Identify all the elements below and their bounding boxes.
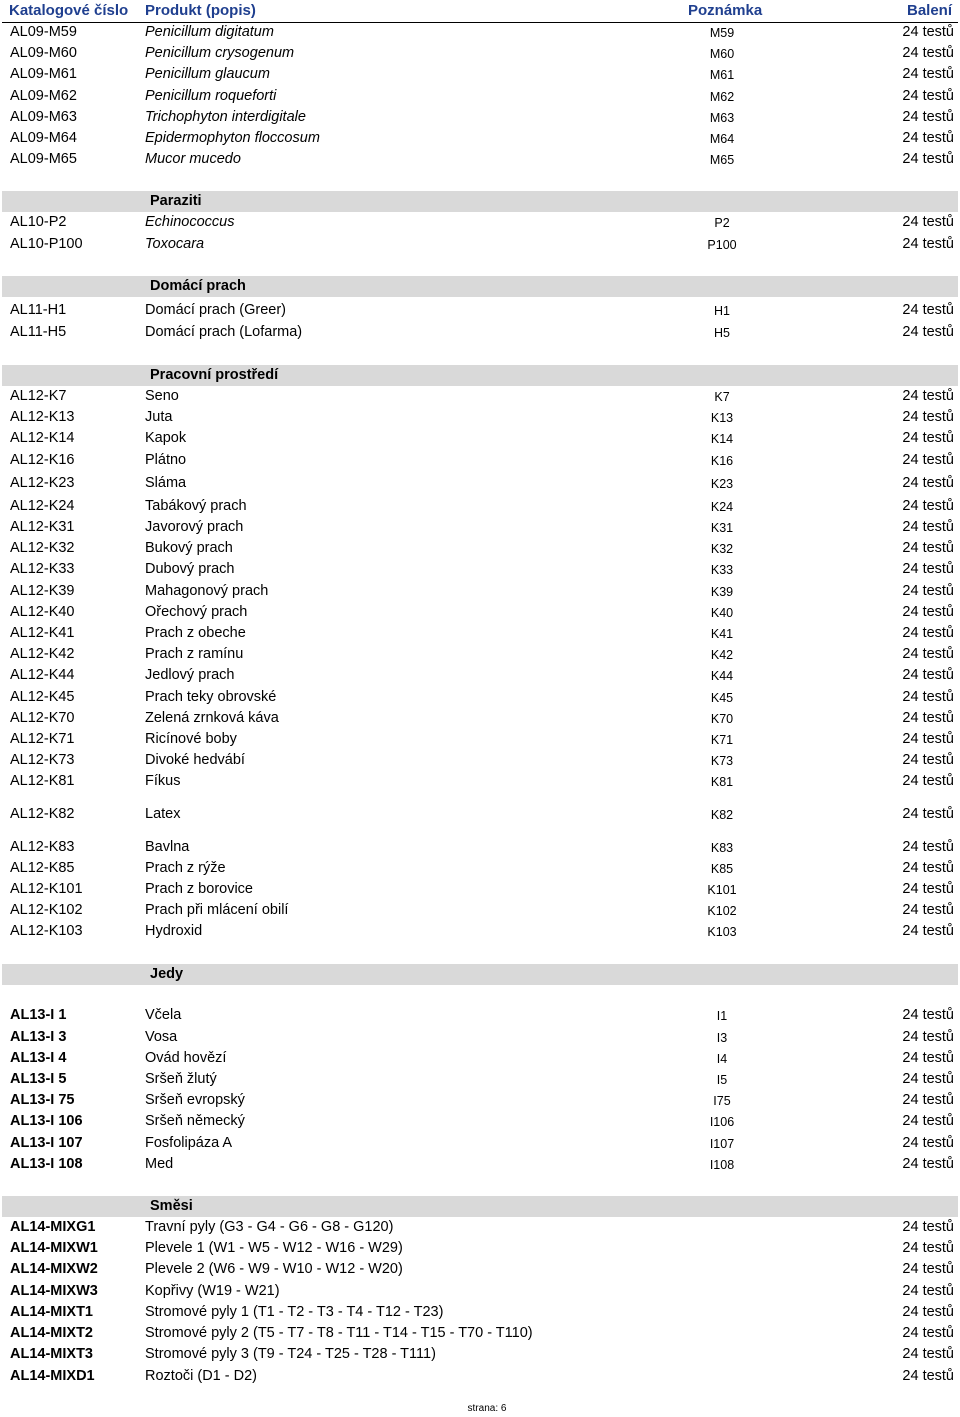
package-size: 24 testů bbox=[902, 1219, 954, 1235]
note-code: I5 bbox=[716, 1073, 728, 1087]
table-row bbox=[2, 1133, 958, 1154]
product-description: Mucor mucedo bbox=[145, 151, 241, 167]
table-row bbox=[2, 212, 958, 233]
table-row bbox=[2, 234, 958, 255]
table-row bbox=[2, 1344, 958, 1365]
catalog-number: AL12-K33 bbox=[10, 561, 75, 577]
package-size: 24 testů bbox=[902, 1135, 954, 1151]
section-title: Domácí prach bbox=[150, 278, 246, 294]
package-size: 24 testů bbox=[902, 475, 954, 491]
product-description: Stromové pyly 1 (T1 - T2 - T3 - T4 - T12 - T23) bbox=[145, 1304, 444, 1320]
package-size: 24 testů bbox=[902, 302, 954, 318]
note-code: K44 bbox=[710, 669, 734, 683]
note-code: I107 bbox=[709, 1137, 735, 1151]
package-size: 24 testů bbox=[902, 583, 954, 599]
product-description: Echinococcus bbox=[145, 214, 235, 230]
note-code: K83 bbox=[710, 841, 734, 855]
section-header bbox=[2, 276, 958, 297]
catalog-number: AL12-K14 bbox=[10, 430, 75, 446]
table-row bbox=[2, 22, 958, 43]
section-header bbox=[2, 964, 958, 985]
package-size: 24 testů bbox=[902, 604, 954, 620]
catalog-number: AL12-K45 bbox=[10, 689, 75, 705]
catalog-number: AL12-K42 bbox=[10, 646, 75, 662]
product-description: Sršeň německý bbox=[145, 1113, 245, 1129]
catalog-number: AL11-H1 bbox=[10, 302, 67, 318]
note-code: H5 bbox=[714, 326, 730, 340]
catalog-number: AL12-K16 bbox=[10, 452, 75, 468]
product-description: Plevele 1 (W1 - W5 - W12 - W16 - W29) bbox=[145, 1240, 403, 1256]
product-description: Penicillum crysogenum bbox=[145, 45, 295, 61]
table-row bbox=[2, 1323, 958, 1344]
table-row bbox=[2, 149, 958, 170]
package-size: 24 testů bbox=[902, 66, 954, 82]
catalog-number: AL09-M64 bbox=[10, 130, 77, 146]
product-description: Sršeň evropský bbox=[145, 1092, 245, 1108]
package-size: 24 testů bbox=[902, 561, 954, 577]
catalog-number: AL10-P100 bbox=[10, 236, 83, 252]
product-description: Trichophyton interdigitale bbox=[145, 109, 306, 125]
package-size: 24 testů bbox=[902, 430, 954, 446]
table-row bbox=[2, 1238, 958, 1259]
catalog-number: AL12-K23 bbox=[10, 475, 75, 491]
package-size: 24 testů bbox=[902, 902, 954, 918]
catalog-number: AL12-K7 bbox=[10, 388, 67, 404]
catalog-number: AL13-I 3 bbox=[10, 1029, 67, 1045]
note-code: M59 bbox=[709, 26, 735, 40]
table-row bbox=[2, 1217, 958, 1238]
table-row bbox=[2, 1027, 958, 1048]
product-description: Fíkus bbox=[145, 773, 181, 789]
table-row bbox=[2, 708, 958, 729]
product-description: Domácí prach (Lofarma) bbox=[145, 324, 303, 340]
table-row bbox=[2, 687, 958, 708]
table-row bbox=[2, 450, 958, 471]
note-code: K16 bbox=[710, 454, 734, 468]
package-size: 24 testů bbox=[902, 498, 954, 514]
package-size: 24 testů bbox=[902, 881, 954, 897]
package-size: 24 testů bbox=[902, 130, 954, 146]
product-description: Plátno bbox=[145, 452, 187, 468]
catalog-number: AL12-K39 bbox=[10, 583, 75, 599]
table-row bbox=[2, 879, 958, 900]
note-code: K82 bbox=[710, 808, 734, 822]
note-code: M62 bbox=[709, 90, 735, 104]
table-row bbox=[2, 1069, 958, 1090]
note-code: I75 bbox=[713, 1094, 731, 1108]
table-row bbox=[2, 1154, 958, 1175]
catalog-number: AL12-K101 bbox=[10, 881, 83, 897]
table-header bbox=[2, 0, 958, 23]
product-description: Hydroxid bbox=[145, 923, 203, 939]
table-row bbox=[2, 750, 958, 771]
package-size: 24 testů bbox=[902, 839, 954, 855]
product-description: Epidermophyton floccosum bbox=[145, 130, 320, 146]
package-size: 24 testů bbox=[902, 1283, 954, 1299]
product-description: Dubový prach bbox=[145, 561, 235, 577]
product-description: Prach z ramínu bbox=[145, 646, 244, 662]
section-header bbox=[2, 365, 958, 386]
note-code: M65 bbox=[709, 153, 735, 167]
package-size: 24 testů bbox=[902, 625, 954, 641]
table-row bbox=[2, 322, 958, 343]
note-code: K103 bbox=[707, 925, 737, 939]
catalog-number: AL13-I 107 bbox=[10, 1135, 83, 1151]
product-description: Jedlový prach bbox=[145, 667, 235, 683]
table-row bbox=[2, 107, 958, 128]
package-size: 24 testů bbox=[902, 1156, 954, 1172]
product-description: Včela bbox=[145, 1007, 182, 1023]
product-description: Penicillum digitatum bbox=[145, 24, 274, 40]
note-code: P100 bbox=[707, 238, 737, 252]
table-row bbox=[2, 128, 958, 149]
table-row bbox=[2, 1259, 958, 1280]
table-row bbox=[2, 496, 958, 517]
package-size: 24 testů bbox=[902, 214, 954, 230]
catalog-number: AL14-MIXT2 bbox=[10, 1325, 93, 1341]
note-code: H1 bbox=[714, 304, 730, 318]
product-description: Prach z borovice bbox=[145, 881, 253, 897]
package-size: 24 testů bbox=[902, 1261, 954, 1277]
table-row bbox=[2, 602, 958, 623]
package-size: 24 testů bbox=[902, 646, 954, 662]
note-code: K31 bbox=[710, 521, 734, 535]
product-description: Prach teky obrovské bbox=[145, 689, 277, 705]
header-catalog-number: Katalogové číslo bbox=[9, 2, 129, 19]
note-code: K41 bbox=[710, 627, 734, 641]
catalog-number: AL09-M62 bbox=[10, 88, 77, 104]
product-description: Divoké hedvábí bbox=[145, 752, 245, 768]
table-row bbox=[2, 407, 958, 428]
note-code: M64 bbox=[709, 132, 735, 146]
note-code: K7 bbox=[714, 390, 730, 404]
product-description: Penicillum glaucum bbox=[145, 66, 270, 82]
table-row bbox=[2, 665, 958, 686]
package-size: 24 testů bbox=[902, 1304, 954, 1320]
product-description: Javorový prach bbox=[145, 519, 244, 535]
catalog-number: AL12-K32 bbox=[10, 540, 75, 556]
catalog-number: AL12-K85 bbox=[10, 860, 75, 876]
product-description: Domácí prach (Greer) bbox=[145, 302, 287, 318]
product-description: Bukový prach bbox=[145, 540, 233, 556]
catalog-number: AL12-K102 bbox=[10, 902, 83, 918]
package-size: 24 testů bbox=[902, 923, 954, 939]
note-code: K73 bbox=[710, 754, 734, 768]
table-row bbox=[2, 428, 958, 449]
table-row bbox=[2, 837, 958, 858]
catalog-number: AL09-M63 bbox=[10, 109, 77, 125]
product-description: Fosfolipáza A bbox=[145, 1135, 233, 1151]
catalog-number: AL14-MIXT1 bbox=[10, 1304, 93, 1320]
catalog-number: AL12-K73 bbox=[10, 752, 75, 768]
product-description: Prach z obeche bbox=[145, 625, 246, 641]
package-size: 24 testů bbox=[902, 519, 954, 535]
product-description: Tabákový prach bbox=[145, 498, 247, 514]
table-row bbox=[2, 623, 958, 644]
note-code: K23 bbox=[710, 477, 734, 491]
package-size: 24 testů bbox=[902, 540, 954, 556]
package-size: 24 testů bbox=[902, 1325, 954, 1341]
catalog-number: AL12-K71 bbox=[10, 731, 75, 747]
product-description: Kopřivy (W19 - W21) bbox=[145, 1283, 280, 1299]
catalog-number: AL14-MIXG1 bbox=[10, 1219, 96, 1235]
product-description: Prach z rýže bbox=[145, 860, 226, 876]
table-row bbox=[2, 771, 958, 792]
catalog-number: AL12-K40 bbox=[10, 604, 75, 620]
product-description: Ořechový prach bbox=[145, 604, 248, 620]
product-description: Vosa bbox=[145, 1029, 178, 1045]
catalog-number: AL09-M60 bbox=[10, 45, 77, 61]
table-row bbox=[2, 86, 958, 107]
package-size: 24 testů bbox=[902, 388, 954, 404]
note-code: I4 bbox=[716, 1052, 728, 1066]
table-row bbox=[2, 858, 958, 879]
note-code: M60 bbox=[709, 47, 735, 61]
catalog-number: AL14-MIXW3 bbox=[10, 1283, 98, 1299]
note-code: I3 bbox=[716, 1031, 728, 1045]
product-description: Plevele 2 (W6 - W9 - W10 - W12 - W20) bbox=[145, 1261, 403, 1277]
catalog-number: AL14-MIXW2 bbox=[10, 1261, 98, 1277]
catalog-number: AL09-M65 bbox=[10, 151, 77, 167]
table-row bbox=[2, 1111, 958, 1132]
note-code: P2 bbox=[714, 216, 730, 230]
catalog-number: AL12-K81 bbox=[10, 773, 75, 789]
table-row bbox=[2, 517, 958, 538]
note-code: K101 bbox=[707, 883, 737, 897]
table-row bbox=[2, 1281, 958, 1302]
table-row bbox=[2, 559, 958, 580]
catalog-number: AL14-MIXD1 bbox=[10, 1368, 95, 1384]
note-code: K33 bbox=[710, 563, 734, 577]
catalog-number: AL13-I 4 bbox=[10, 1050, 67, 1066]
table-row bbox=[2, 900, 958, 921]
catalog-number: AL12-K83 bbox=[10, 839, 75, 855]
package-size: 24 testů bbox=[902, 1092, 954, 1108]
package-size: 24 testů bbox=[902, 1240, 954, 1256]
note-code: K85 bbox=[710, 862, 734, 876]
catalog-number: AL13-I 108 bbox=[10, 1156, 83, 1172]
catalog-number: AL12-K103 bbox=[10, 923, 83, 939]
page-number: strana: 6 bbox=[467, 1403, 507, 1414]
section-title: Paraziti bbox=[150, 193, 202, 209]
package-size: 24 testů bbox=[902, 860, 954, 876]
note-code: K45 bbox=[710, 691, 734, 705]
note-code: K14 bbox=[710, 432, 734, 446]
package-size: 24 testů bbox=[902, 1029, 954, 1045]
note-code: M63 bbox=[709, 111, 735, 125]
note-code: K102 bbox=[707, 904, 737, 918]
table-row bbox=[2, 538, 958, 559]
package-size: 24 testů bbox=[902, 806, 954, 822]
product-description: Penicillum roqueforti bbox=[145, 88, 277, 104]
catalog-number: AL12-K44 bbox=[10, 667, 75, 683]
catalog-number: AL12-K41 bbox=[10, 625, 75, 641]
table-row bbox=[2, 386, 958, 407]
product-description: Bavlna bbox=[145, 839, 190, 855]
package-size: 24 testů bbox=[902, 667, 954, 683]
catalog-number: AL10-P2 bbox=[10, 214, 67, 230]
catalog-number: AL13-I 106 bbox=[10, 1113, 83, 1129]
package-size: 24 testů bbox=[902, 24, 954, 40]
package-size: 24 testů bbox=[902, 1050, 954, 1066]
catalog-number: AL12-K24 bbox=[10, 498, 75, 514]
package-size: 24 testů bbox=[902, 1368, 954, 1384]
note-code: K24 bbox=[710, 500, 734, 514]
package-size: 24 testů bbox=[902, 1113, 954, 1129]
table-row bbox=[2, 804, 958, 825]
section-title: Jedy bbox=[150, 966, 184, 982]
note-code: K71 bbox=[710, 733, 734, 747]
package-size: 24 testů bbox=[902, 45, 954, 61]
note-code: K81 bbox=[710, 775, 734, 789]
package-size: 24 testů bbox=[902, 1346, 954, 1362]
catalog-number: AL13-I 1 bbox=[10, 1007, 67, 1023]
note-code: K70 bbox=[710, 712, 734, 726]
package-size: 24 testů bbox=[902, 409, 954, 425]
package-size: 24 testů bbox=[902, 689, 954, 705]
table-row bbox=[2, 1302, 958, 1323]
table-row bbox=[2, 729, 958, 750]
package-size: 24 testů bbox=[902, 752, 954, 768]
product-description: Stromové pyly 2 (T5 - T7 - T8 - T11 - T14 - T15 - T70 - T110) bbox=[145, 1325, 533, 1341]
note-code: K40 bbox=[710, 606, 734, 620]
note-code: K13 bbox=[710, 411, 734, 425]
product-description: Juta bbox=[145, 409, 173, 425]
package-size: 24 testů bbox=[902, 452, 954, 468]
package-size: 24 testů bbox=[902, 710, 954, 726]
catalog-number: AL14-MIXT3 bbox=[10, 1346, 93, 1362]
catalog-number: AL12-K31 bbox=[10, 519, 75, 535]
note-code: I1 bbox=[716, 1009, 728, 1023]
product-description: Stromové pyly 3 (T9 - T24 - T25 - T28 - T111) bbox=[145, 1346, 436, 1362]
catalog-number: AL09-M59 bbox=[10, 24, 77, 40]
package-size: 24 testů bbox=[902, 324, 954, 340]
section-title: Pracovní prostředí bbox=[150, 367, 279, 383]
catalog-number: AL13-I 5 bbox=[10, 1071, 67, 1087]
note-code: K32 bbox=[710, 542, 734, 556]
product-description: Roztoči (D1 - D2) bbox=[145, 1368, 257, 1384]
package-size: 24 testů bbox=[902, 1071, 954, 1087]
table-row bbox=[2, 644, 958, 665]
table-row bbox=[2, 1048, 958, 1069]
table-row bbox=[2, 581, 958, 602]
table-row bbox=[2, 1005, 958, 1026]
catalog-number: AL09-M61 bbox=[10, 66, 77, 82]
table-row bbox=[2, 43, 958, 64]
section-header bbox=[2, 1196, 958, 1217]
product-description: Ricínové boby bbox=[145, 731, 237, 747]
catalog-number: AL12-K70 bbox=[10, 710, 75, 726]
note-code: K42 bbox=[710, 648, 734, 662]
catalog-number: AL14-MIXW1 bbox=[10, 1240, 98, 1256]
product-description: Prach při mlácení obilí bbox=[145, 902, 289, 918]
package-size: 24 testů bbox=[902, 236, 954, 252]
package-size: 24 testů bbox=[902, 88, 954, 104]
header-package: Balení bbox=[906, 2, 952, 19]
header-note: Poznámka bbox=[688, 2, 763, 19]
product-description: Kapok bbox=[145, 430, 187, 446]
table-row bbox=[2, 1090, 958, 1111]
catalog-number: AL11-H5 bbox=[10, 324, 67, 340]
section-title: Směsi bbox=[150, 1198, 193, 1214]
section-header bbox=[2, 191, 958, 212]
note-code: I108 bbox=[709, 1158, 735, 1172]
page-footer bbox=[0, 1403, 960, 1414]
product-description: Travní pyly (G3 - G4 - G6 - G8 - G120) bbox=[145, 1219, 394, 1235]
table-row bbox=[2, 1366, 958, 1387]
header-product: Produkt (popis) bbox=[145, 2, 256, 19]
package-size: 24 testů bbox=[902, 773, 954, 789]
note-code: M61 bbox=[709, 68, 735, 82]
package-size: 24 testů bbox=[902, 151, 954, 167]
table-row bbox=[2, 921, 958, 942]
table-row bbox=[2, 300, 958, 321]
catalog-number: AL12-K13 bbox=[10, 409, 75, 425]
table-row bbox=[2, 473, 958, 494]
product-description: Mahagonový prach bbox=[145, 583, 269, 599]
product-description: Toxocara bbox=[145, 236, 205, 252]
note-code: K39 bbox=[710, 585, 734, 599]
package-size: 24 testů bbox=[902, 1007, 954, 1023]
catalog-number: AL12-K82 bbox=[10, 806, 75, 822]
product-description: Zelená zrnková káva bbox=[145, 710, 279, 726]
catalog-number: AL13-I 75 bbox=[10, 1092, 75, 1108]
product-description: Seno bbox=[145, 388, 179, 404]
product-description: Sršeň žlutý bbox=[145, 1071, 217, 1087]
product-description: Med bbox=[145, 1156, 174, 1172]
package-size: 24 testů bbox=[902, 109, 954, 125]
package-size: 24 testů bbox=[902, 731, 954, 747]
note-code: I106 bbox=[709, 1115, 735, 1129]
table-row bbox=[2, 64, 958, 85]
product-description: Latex bbox=[145, 806, 181, 822]
product-description: Sláma bbox=[145, 475, 187, 491]
product-description: Ovád hovězí bbox=[145, 1050, 227, 1066]
